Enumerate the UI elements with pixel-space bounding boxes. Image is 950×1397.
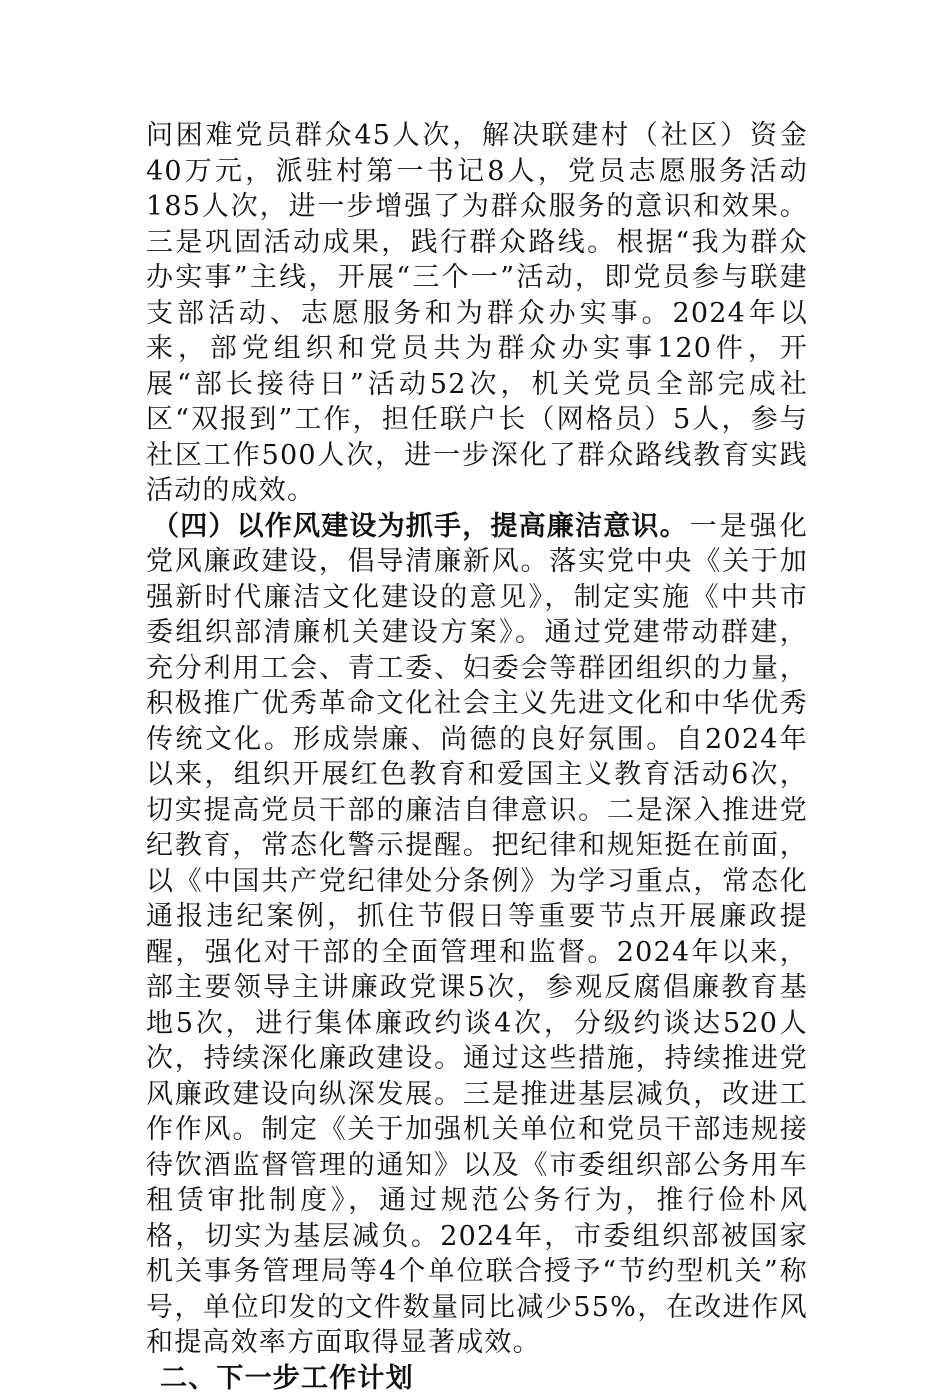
section-heading: 二、下一步工作计划 — [160, 1362, 414, 1394]
subsection-body: 一是强化党风廉政建设，倡导清廉新风。落实党中央《关于加强新时代廉洁文化建设的意见》，制定实施《中共市委组织部清廉机关建设方案》。通过党建带动群建，充分利用工会、青工委、妇委会等群团组织的力量，积极推广优秀革命文化社会主义先进文化和中华优秀传统文化。形成崇廉、尚德的良好氛围。自2024年以来，组织开展红色教育和爱国主义教育活动6次，切实提高党员干部的廉洁自律意识。二是深入推进党纪教育，常态化警示提醒。把纪律和规矩挺在前面，以《中国共产党纪律处分条例》为学习重点，常态化通报违纪案例，抓住节假日等重要节点开展廉政提醒，强化对干部的全面管理和监督。2024年以来，部主要领导主讲廉政党课5次，参观反腐倡廉教育基地5次，进行集体廉政约谈4次，分级约谈达520人次，持续深化廉政建设。通过这些措施，持续推进党风廉政建设向纵深发展。三是推进基层减负，改进工作作风。制定《关于加强机关单位和党员干部违规接待饮酒监督管理的通知》以及《市委组织部公务用车租赁审批制度》，通过规范公务行为，推行俭朴风格，切实为基层减负。2024年，市委组织部被国家机关事务管理局等4个单位联合授予“节约型机关”称号，单位印发的文件数量同比减少55%，在改进作风和提高效率方面取得显著成效。 — [146, 510, 808, 1358]
body-paragraph-2 — [146, 509, 808, 1361]
subsection-lead: （四）以作风建设为抓手，提高廉洁意识。 — [152, 510, 688, 542]
body-paragraph-1: 问困难党员群众45人次，解决联建村（社区）资金40万元，派驻村第一书记8人，党员志愿服务活动185人次，进一步增强了为群众服务的意识和效果。三是巩固活动成果，践行群众路线。根据“我为群众办实事”主线，开展“三个一”活动，即党员参与联建支部活动、志愿服务和为群众办实事。2024年以来，部党组织和党员共为群众办实事120件，开展“部长接待日”活动52次，机关党员全部完成社区“双报到”工作，担任联户长（网格员）5人，参与社区工作500人次，进一步深化了群众路线教育实践活动的成效。 — [146, 120, 808, 506]
document-page — [146, 118, 808, 1397]
